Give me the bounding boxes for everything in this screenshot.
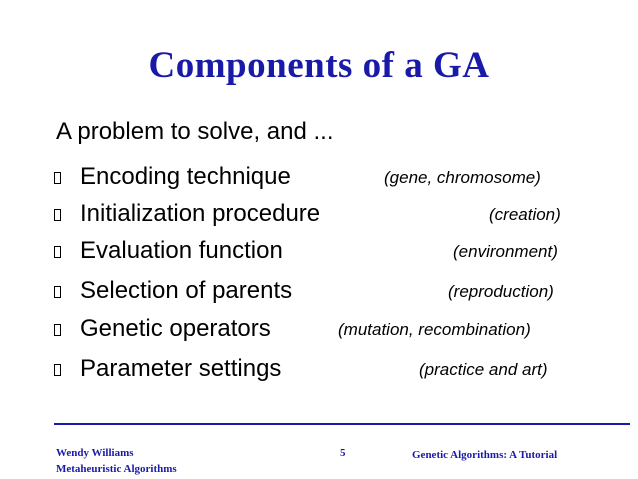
item-note: (practice and art): [419, 360, 548, 379]
item-note: (reproduction): [448, 282, 554, 301]
list-item: [0, 315, 638, 345]
item-note: (creation): [489, 205, 561, 224]
bullet-icon: [54, 364, 61, 376]
list-item: [0, 200, 638, 230]
bullet-icon: [54, 286, 61, 298]
footer-course: Metaheuristic Algorithms: [56, 463, 177, 475]
list-item: [0, 163, 638, 193]
item-label: Encoding technique: [80, 163, 291, 190]
bullet-icon: [54, 246, 61, 258]
intro-text: A problem to solve, and ...: [56, 118, 334, 145]
item-note: (gene, chromosome): [384, 168, 541, 187]
item-label: Parameter settings: [80, 355, 282, 382]
bullet-icon: [54, 209, 61, 221]
item-note: (environment): [453, 242, 558, 261]
item-label: Initialization procedure: [80, 200, 321, 227]
footer-deck-title: Genetic Algorithms: A Tutorial: [412, 449, 558, 461]
page-number: 5: [340, 447, 346, 459]
slide-title: Components of a GA: [148, 45, 490, 86]
list-item: [0, 355, 638, 385]
bullet-icon: [54, 172, 61, 184]
item-label: Genetic operators: [80, 315, 271, 342]
footer-divider: [54, 423, 630, 425]
bullet-icon: [54, 324, 61, 336]
item-label: Evaluation function: [80, 237, 283, 264]
footer-author: Wendy Williams: [56, 447, 134, 459]
item-label: Selection of parents: [80, 277, 293, 304]
list-item: [0, 277, 638, 307]
item-note: (mutation, recombination): [338, 320, 531, 339]
list-item: [0, 237, 638, 267]
